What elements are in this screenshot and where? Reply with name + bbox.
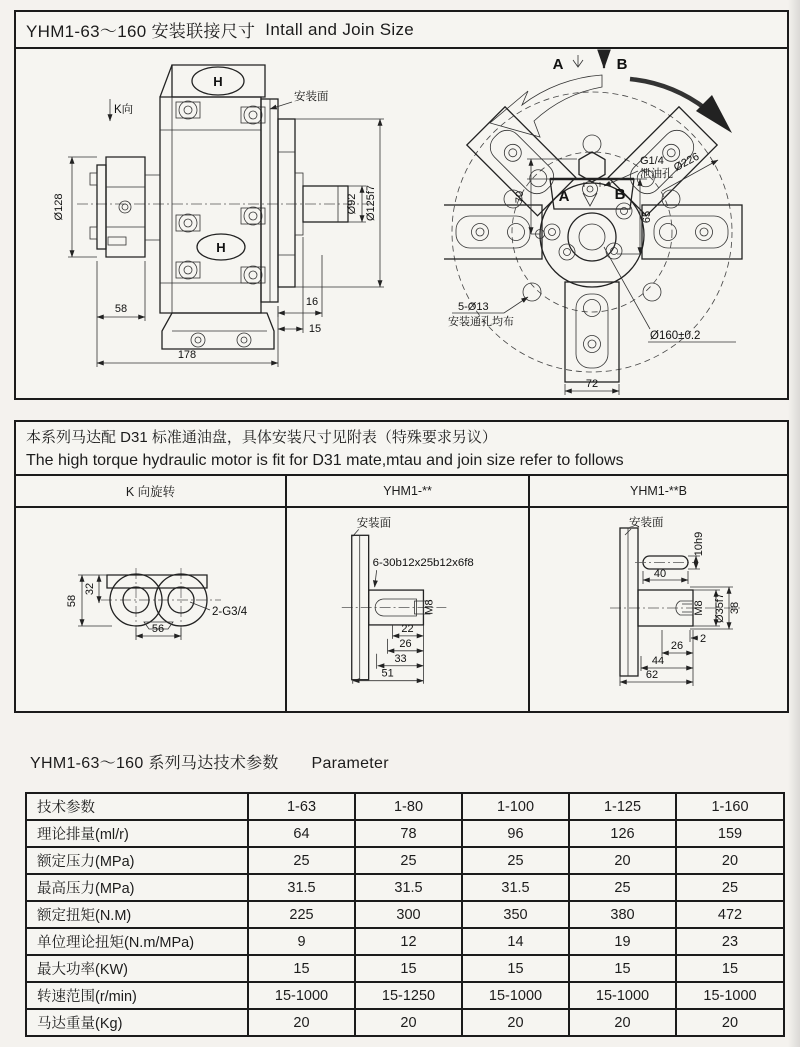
center-valve-assembly bbox=[536, 152, 645, 287]
drawing-canvas bbox=[16, 49, 787, 398]
panel-title-en: Intall and Join Size bbox=[265, 19, 414, 39]
col-header: 1-160 bbox=[676, 793, 784, 820]
table-row bbox=[26, 955, 784, 982]
cell: 64 bbox=[248, 820, 355, 847]
row-label: 额定压力(MPa) bbox=[26, 847, 248, 874]
dim-label: 16 bbox=[305, 296, 319, 308]
motor-front-view-drawing bbox=[444, 49, 784, 399]
dim-label: 26 bbox=[399, 637, 412, 650]
dim-label: 178 bbox=[177, 349, 197, 361]
cell: 78 bbox=[355, 820, 462, 847]
table-row bbox=[26, 901, 784, 928]
side-view-annotations bbox=[53, 74, 384, 367]
cell: 31.5 bbox=[355, 874, 462, 901]
rotation-arrows bbox=[490, 54, 732, 137]
cell: 15-1000 bbox=[569, 982, 676, 1009]
dim-label: 70 bbox=[514, 190, 526, 204]
cell: 300 bbox=[355, 901, 462, 928]
row-label: 马达重量(Kg) bbox=[26, 1009, 248, 1036]
table-header-row bbox=[26, 793, 784, 820]
parameter-title-en: Parameter bbox=[311, 755, 389, 772]
dim-label: 51 bbox=[381, 667, 394, 680]
dim-label: 72 bbox=[585, 378, 599, 390]
cell: 19 bbox=[569, 928, 676, 955]
dim-label: 65 bbox=[641, 210, 653, 224]
cell: 25 bbox=[355, 847, 462, 874]
install-size-panel bbox=[14, 10, 789, 400]
row-label: 最大功率(KW) bbox=[26, 955, 248, 982]
cell: 12 bbox=[355, 928, 462, 955]
dim-label: 56 bbox=[151, 623, 165, 635]
mate-col-yhm1: YHM1-** bbox=[287, 476, 530, 506]
parameter-section-title bbox=[30, 750, 389, 773]
mount-face-label: 安装面 bbox=[294, 91, 329, 103]
cell: 20 bbox=[462, 1009, 569, 1036]
note-block bbox=[16, 422, 787, 474]
col-header: 1-125 bbox=[569, 793, 676, 820]
cell: 126 bbox=[569, 820, 676, 847]
cell: 225 bbox=[248, 901, 355, 928]
mate-table-body bbox=[16, 508, 787, 711]
k-view-drawing bbox=[16, 508, 286, 708]
port-flange-block bbox=[90, 157, 160, 257]
mounting-holes-label: 安装通孔均布 bbox=[448, 316, 514, 328]
cell: 25 bbox=[569, 874, 676, 901]
k-direction-label: K向 bbox=[114, 104, 134, 116]
mate-table-header bbox=[16, 474, 787, 508]
dim-label: Ø160±0.2 bbox=[650, 330, 701, 342]
dim-label: 58 bbox=[114, 303, 128, 315]
cell: 15 bbox=[248, 955, 355, 982]
panel-title-cn: YHM1-63～160 安装联接尺寸 bbox=[26, 22, 256, 41]
port-b-label: B bbox=[614, 186, 626, 203]
row-label: 单位理论扭矩(N.m/MPa) bbox=[26, 928, 248, 955]
cell: 15 bbox=[355, 955, 462, 982]
dim-label: Ø35f7 bbox=[714, 593, 726, 623]
rotation-a-label: A bbox=[552, 56, 564, 73]
scan-edge-shadow bbox=[788, 0, 800, 1047]
dim-label: 15 bbox=[308, 323, 322, 335]
dim-label: 33 bbox=[394, 652, 407, 665]
cell: 20 bbox=[355, 1009, 462, 1036]
cell: 14 bbox=[462, 928, 569, 955]
cell: 15-1000 bbox=[248, 982, 355, 1009]
table-row bbox=[26, 928, 784, 955]
table-row bbox=[26, 982, 784, 1009]
note-cn: 本系列马达配 D31 标准通油盘，具体安装尺寸见附表（特殊要求另议） bbox=[26, 429, 497, 446]
key-size-label: 10h9 bbox=[693, 531, 705, 557]
col-header: 1-100 bbox=[462, 793, 569, 820]
cell: 15-1250 bbox=[355, 982, 462, 1009]
dim-label: 58 bbox=[66, 594, 78, 608]
panel-title bbox=[16, 12, 787, 49]
h-mark: H bbox=[213, 74, 223, 89]
cell: 472 bbox=[676, 901, 784, 928]
cell: 15-1000 bbox=[462, 982, 569, 1009]
dim-label: 26 bbox=[670, 640, 684, 652]
col-header: 1-63 bbox=[248, 793, 355, 820]
spline-view-dims bbox=[353, 623, 424, 684]
row-label: 额定扭矩(N.M) bbox=[26, 901, 248, 928]
cell: 20 bbox=[676, 1009, 784, 1036]
note-en: The high torque hydraulic motor is fit for D31 mate,mtau and join size refer to follows bbox=[26, 451, 624, 469]
cell: 380 bbox=[569, 901, 676, 928]
cell: 25 bbox=[462, 847, 569, 874]
dim-label: Ø92 bbox=[346, 193, 358, 215]
dim-label: Ø128 bbox=[53, 193, 65, 221]
col-header: 技术参数 bbox=[26, 793, 248, 820]
cell: 9 bbox=[248, 928, 355, 955]
cell: 15-1000 bbox=[676, 982, 784, 1009]
yhm1b-shaft-cell bbox=[530, 508, 787, 713]
cell: 31.5 bbox=[462, 874, 569, 901]
table-row bbox=[26, 1009, 784, 1036]
dim-label: 38 bbox=[729, 601, 741, 615]
mounting-holes-label: 5-Ø13 bbox=[458, 301, 489, 313]
yhm1-shaft-cell bbox=[287, 508, 530, 713]
drain-port-label: 泄油孔 bbox=[640, 168, 673, 180]
cell: 15 bbox=[676, 955, 784, 982]
mounting-plate-and-shaft bbox=[261, 99, 348, 302]
col-header: 1-80 bbox=[355, 793, 462, 820]
dim-label: 62 bbox=[645, 669, 659, 681]
cell: 350 bbox=[462, 901, 569, 928]
dim-label: Ø226 bbox=[671, 150, 702, 174]
table-row bbox=[26, 847, 784, 874]
cell: 31.5 bbox=[248, 874, 355, 901]
dim-label: 40 bbox=[653, 568, 667, 580]
cell: 96 bbox=[462, 820, 569, 847]
mate-col-k: K 向旋转 bbox=[16, 476, 287, 506]
front-view-annotations bbox=[448, 151, 736, 395]
cell: 15 bbox=[462, 955, 569, 982]
port-thread-label: 2-G3/4 bbox=[212, 606, 248, 618]
spline-spec-label: 6-30b12x25b12x6f8 bbox=[372, 557, 474, 570]
cell: 20 bbox=[248, 1009, 355, 1036]
h-mark: H bbox=[216, 240, 226, 255]
dim-label: 44 bbox=[651, 655, 665, 667]
table-row bbox=[26, 874, 784, 901]
table-row bbox=[26, 820, 784, 847]
row-label: 理论排量(ml/r) bbox=[26, 820, 248, 847]
cell: 23 bbox=[676, 928, 784, 955]
motor-side-view-drawing bbox=[22, 55, 442, 395]
dim-label: Ø125f7 bbox=[365, 184, 377, 222]
mount-face-label: 安装面 bbox=[356, 517, 392, 530]
motor-housing bbox=[160, 65, 274, 349]
port-a-label: A bbox=[558, 188, 570, 205]
spline-shaft-drawing bbox=[287, 508, 530, 708]
thread-label: M8 bbox=[423, 599, 436, 615]
cell: 20 bbox=[676, 847, 784, 874]
cell: 159 bbox=[676, 820, 784, 847]
mate-col-yhm1b: YHM1-**B bbox=[630, 484, 687, 498]
drain-port-label: G1/4 bbox=[640, 155, 664, 167]
mount-face-label: 安装面 bbox=[629, 517, 664, 529]
cell: 20 bbox=[569, 847, 676, 874]
cell: 25 bbox=[248, 847, 355, 874]
row-label: 最高压力(MPa) bbox=[26, 874, 248, 901]
mate-panel bbox=[14, 420, 789, 713]
row-label: 转速范围(r/min) bbox=[26, 982, 248, 1009]
k-rotation-cell bbox=[16, 508, 287, 713]
dim-label: 2 bbox=[700, 633, 707, 645]
dim-label: 32 bbox=[84, 582, 96, 596]
cell: 20 bbox=[569, 1009, 676, 1036]
parameter-title-cn: YHM1-63～160 系列马达技术参数 bbox=[30, 755, 279, 772]
rotation-b-label: B bbox=[616, 56, 628, 73]
cell: 25 bbox=[676, 874, 784, 901]
thread-label: M8 bbox=[693, 600, 705, 616]
parameter-table bbox=[25, 792, 785, 1037]
cell: 15 bbox=[569, 955, 676, 982]
key-shaft-drawing bbox=[530, 508, 784, 708]
dim-label: 22 bbox=[401, 622, 414, 635]
